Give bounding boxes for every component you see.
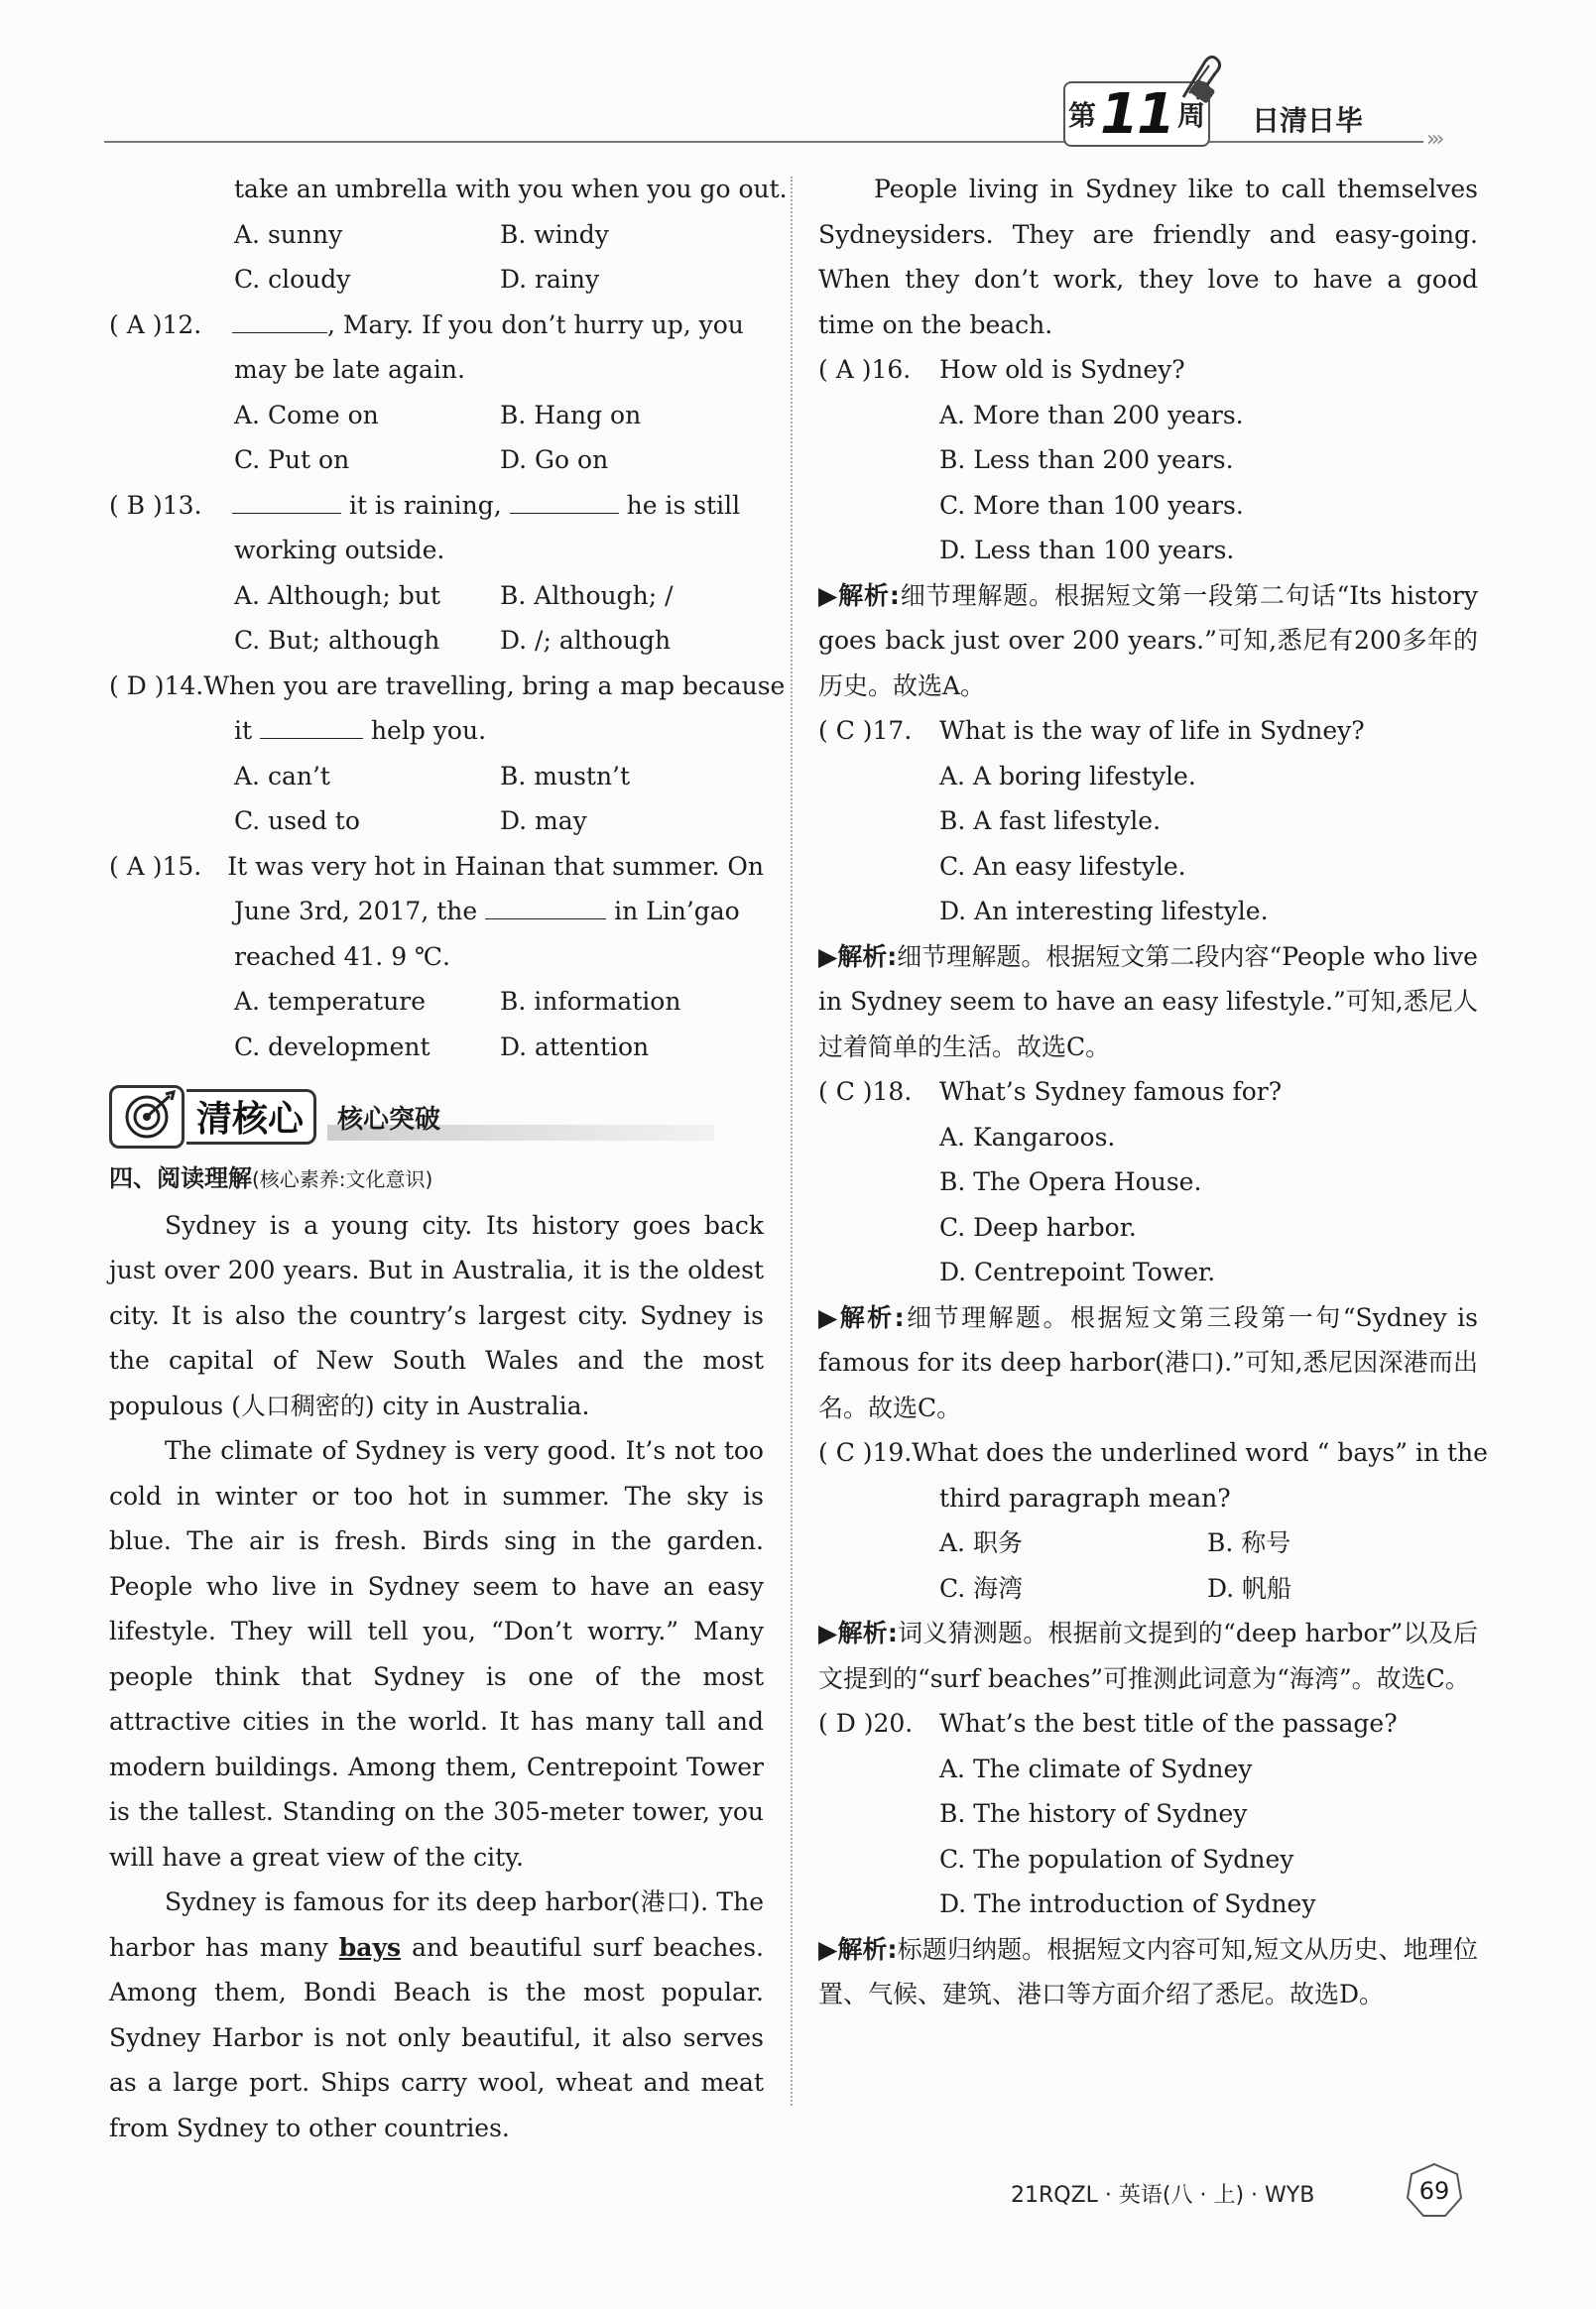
- q13-options-row2: [109, 618, 764, 664]
- blank: [510, 492, 619, 514]
- binder-clip-icon: [1175, 54, 1225, 107]
- option: D. Centrepoint Tower.: [939, 1258, 1216, 1286]
- blank: [232, 311, 327, 333]
- explanation-16: ▶解析:细节理解题。根据短文第一段第二句话“Its history goes back just over 200 years.”可知,悉尼有200多年的历史。故选A。: [818, 580, 1478, 700]
- option: D. may: [500, 806, 587, 835]
- blank: [260, 717, 363, 739]
- answer-mark: ( A )15.: [109, 851, 202, 881]
- option: B. information: [500, 987, 681, 1016]
- answer-mark: ( A )12.: [109, 309, 202, 339]
- banner-subtitle: 核心突破: [337, 1105, 441, 1135]
- q12-options-row2: [109, 437, 764, 483]
- option: A. Although; but: [234, 580, 440, 610]
- question-15: ( A )15. It was very hot in Hainan that summer. On: [109, 844, 764, 890]
- section-title: 四、阅读理解(核心素养:文化意识): [109, 1164, 433, 1192]
- q14-options-row1: [109, 754, 764, 799]
- option: B. The Opera House.: [939, 1167, 1202, 1196]
- q13-options-row1: [109, 573, 764, 619]
- option: B. 称号: [1207, 1528, 1291, 1557]
- q15-line2: June 3rd, 2017, the in Lin’gao: [234, 897, 740, 925]
- option: D. Go on: [500, 445, 609, 474]
- q11-options-row2: [109, 257, 764, 303]
- option: A. sunny: [234, 219, 343, 249]
- answer-mark: ( D )14.: [109, 670, 204, 700]
- option: A. Come on: [234, 400, 379, 429]
- right-column: [818, 167, 1488, 2017]
- column-divider: [791, 177, 793, 2106]
- option: A. A boring lifestyle.: [939, 761, 1196, 790]
- question-20: ( D )20. What’s the best title of the passage?: [818, 1701, 1478, 1747]
- explanation-20: ▶解析:标题归纳题。根据短文内容可知,短文从历史、地理位置、气候、建筑、港口等方面介绍了悉尼。故选D。: [818, 1934, 1478, 2008]
- page-number: 69: [1406, 2162, 1463, 2220]
- option: C. The population of Sydney: [939, 1844, 1294, 1874]
- book-code: 21RQZL · 英语(八 · 上) · WYB: [1011, 2183, 1315, 2208]
- answer-mark: ( B )13.: [109, 490, 202, 520]
- option: C. More than 100 years.: [939, 490, 1244, 520]
- q15-options-row1: [109, 979, 764, 1025]
- q19-options-row2: [818, 1566, 1478, 1612]
- option: B. The history of Sydney: [939, 1799, 1248, 1828]
- header-rule: [104, 141, 1423, 143]
- option: D. Less than 100 years.: [939, 536, 1235, 564]
- passage-paragraph-2: The climate of Sydney is very good. It’s not too cold in winter or too hot in summer. The sky is blue. The air is fresh. Birds sing in the garden. People who live in Sydney seem to have an easy lifestyle. They will tell you, “Don’t worry.” Many people think that Sydney is one of the most attractive cities in the world. It has many tall and modern buildings. Among them, Centrepoint Tower is the tallest. Standing on the 305-meter tower, you will have a great view of the city.: [109, 1436, 764, 1872]
- explanation-19: ▶解析:词义猜测题。根据前文提到的“deep harbor”以及后文提到的“surf beaches”可推测此词意为“海湾”。故选C。: [818, 1619, 1478, 1693]
- option: C. Put on: [234, 445, 350, 474]
- passage-paragraph-3: Sydney is famous for its deep harbor(港口). The harbor has many bays and beautiful surf beaches. Among them, Bondi Beach is the most popular. Sydney Harbor is not only beautiful, it also serves as a large port. Ships carry wool, wheat and meat from Sydney to other countries.: [109, 1887, 764, 2142]
- question-13: ( B )13. it is raining, he is still: [109, 483, 764, 529]
- q13-line2: working outside.: [234, 536, 445, 564]
- option: D. The introduction of Sydney: [939, 1889, 1316, 1918]
- explanation-17: ▶解析:细节理解题。根据短文第二段内容“People who live in Sydney seem to have an easy lifestyle.”可知,悉尼人过着简单的生活。故选C。: [818, 941, 1478, 1061]
- option: B. Although; /: [500, 580, 674, 610]
- option: B. A fast lifestyle.: [939, 806, 1162, 835]
- week-suffix: 周: [1176, 99, 1205, 132]
- answer-mark: ( D )20.: [818, 1709, 914, 1738]
- question-16: ( A )16. How old is Sydney?: [818, 347, 1478, 393]
- option: C. Deep harbor.: [939, 1212, 1137, 1242]
- option: A. 职务: [939, 1528, 1023, 1557]
- option: C. An easy lifestyle.: [939, 851, 1186, 881]
- passage-paragraph-4: People living in Sydney like to call themselves Sydneysiders. They are friendly and easy-going. When they don’t work, they love to have a good time on the beach.: [818, 175, 1478, 339]
- q15-line3: reached 41. 9 ℃.: [234, 941, 450, 971]
- banner-title: 清核心: [186, 1089, 316, 1145]
- question-18: ( C )18. What’s Sydney famous for?: [818, 1069, 1478, 1115]
- option: C. But; although: [234, 626, 440, 655]
- option: C. 海湾: [939, 1573, 1024, 1603]
- question-14: ( D )14. When you are travelling, bring a map because: [109, 664, 764, 709]
- q14-options-row2: [109, 798, 764, 844]
- passage-paragraph-1: Sydney is a young city. Its history goes back just over 200 years. But in Australia, it is the oldest city. It is also the country’s largest city. Sydney is the capital of New South Wales and the most populous (人口稠密的) city in Australia.: [109, 1210, 764, 1420]
- q12-options-row1: [109, 393, 764, 438]
- option: D. 帆船: [1207, 1573, 1292, 1603]
- q11-options-row1: [109, 212, 764, 258]
- q14-line2: it help you.: [234, 716, 487, 745]
- option: A. The climate of Sydney: [939, 1754, 1253, 1783]
- question-17: ( C )17. What is the way of life in Sydney?: [818, 708, 1478, 754]
- q11-tail: take an umbrella with you when you go out.: [234, 175, 788, 203]
- week-number: 11: [1100, 81, 1173, 147]
- q15-options-row2: [109, 1025, 764, 1070]
- header-arrows-icon: ›››: [1426, 127, 1441, 152]
- blank: [485, 898, 606, 919]
- answer-mark: ( C )19.: [818, 1438, 913, 1467]
- explanation-18: ▶解析:细节理解题。根据短文第三段第一句“Sydney is famous for its deep harbor(港口).”可知,悉尼因深港而出名。故选C。: [818, 1302, 1479, 1422]
- option: C. cloudy: [234, 265, 351, 294]
- question-12: ( A )12. , Mary. If you don’t hurry up, you: [109, 303, 764, 348]
- option: D. /; although: [500, 626, 672, 655]
- option: C. used to: [234, 806, 360, 835]
- answer-mark: ( C )17.: [818, 716, 913, 745]
- week-prefix: 第: [1068, 99, 1097, 132]
- q19-options-row1: [818, 1520, 1478, 1566]
- option: B. windy: [500, 219, 609, 249]
- answer-mark: ( A )16.: [818, 355, 912, 384]
- section-banner: [109, 1075, 764, 1154]
- answer-mark: ( C )18.: [818, 1077, 913, 1106]
- option: A. Kangaroos.: [939, 1122, 1116, 1152]
- question-19: ( C )19. What does the underlined word “ bays” in the: [818, 1430, 1478, 1476]
- option: B. Hang on: [500, 400, 642, 429]
- option: D. attention: [500, 1032, 650, 1061]
- series-title: 日清日毕: [1252, 104, 1364, 137]
- option: A. temperature: [234, 987, 427, 1016]
- option: C. development: [234, 1032, 430, 1061]
- option: B. Less than 200 years.: [939, 445, 1234, 474]
- q12-line2: may be late again.: [234, 355, 465, 384]
- blank: [232, 492, 341, 514]
- q19-line2: third paragraph mean?: [939, 1483, 1231, 1513]
- option: D. An interesting lifestyle.: [939, 897, 1269, 925]
- option: D. rainy: [500, 265, 600, 294]
- option: A. More than 200 years.: [939, 400, 1244, 429]
- option: B. mustn’t: [500, 761, 631, 790]
- left-column: [109, 167, 788, 2150]
- target-icon: [109, 1085, 184, 1149]
- option: A. can’t: [234, 761, 330, 790]
- underlined-word: bays: [338, 1932, 402, 1962]
